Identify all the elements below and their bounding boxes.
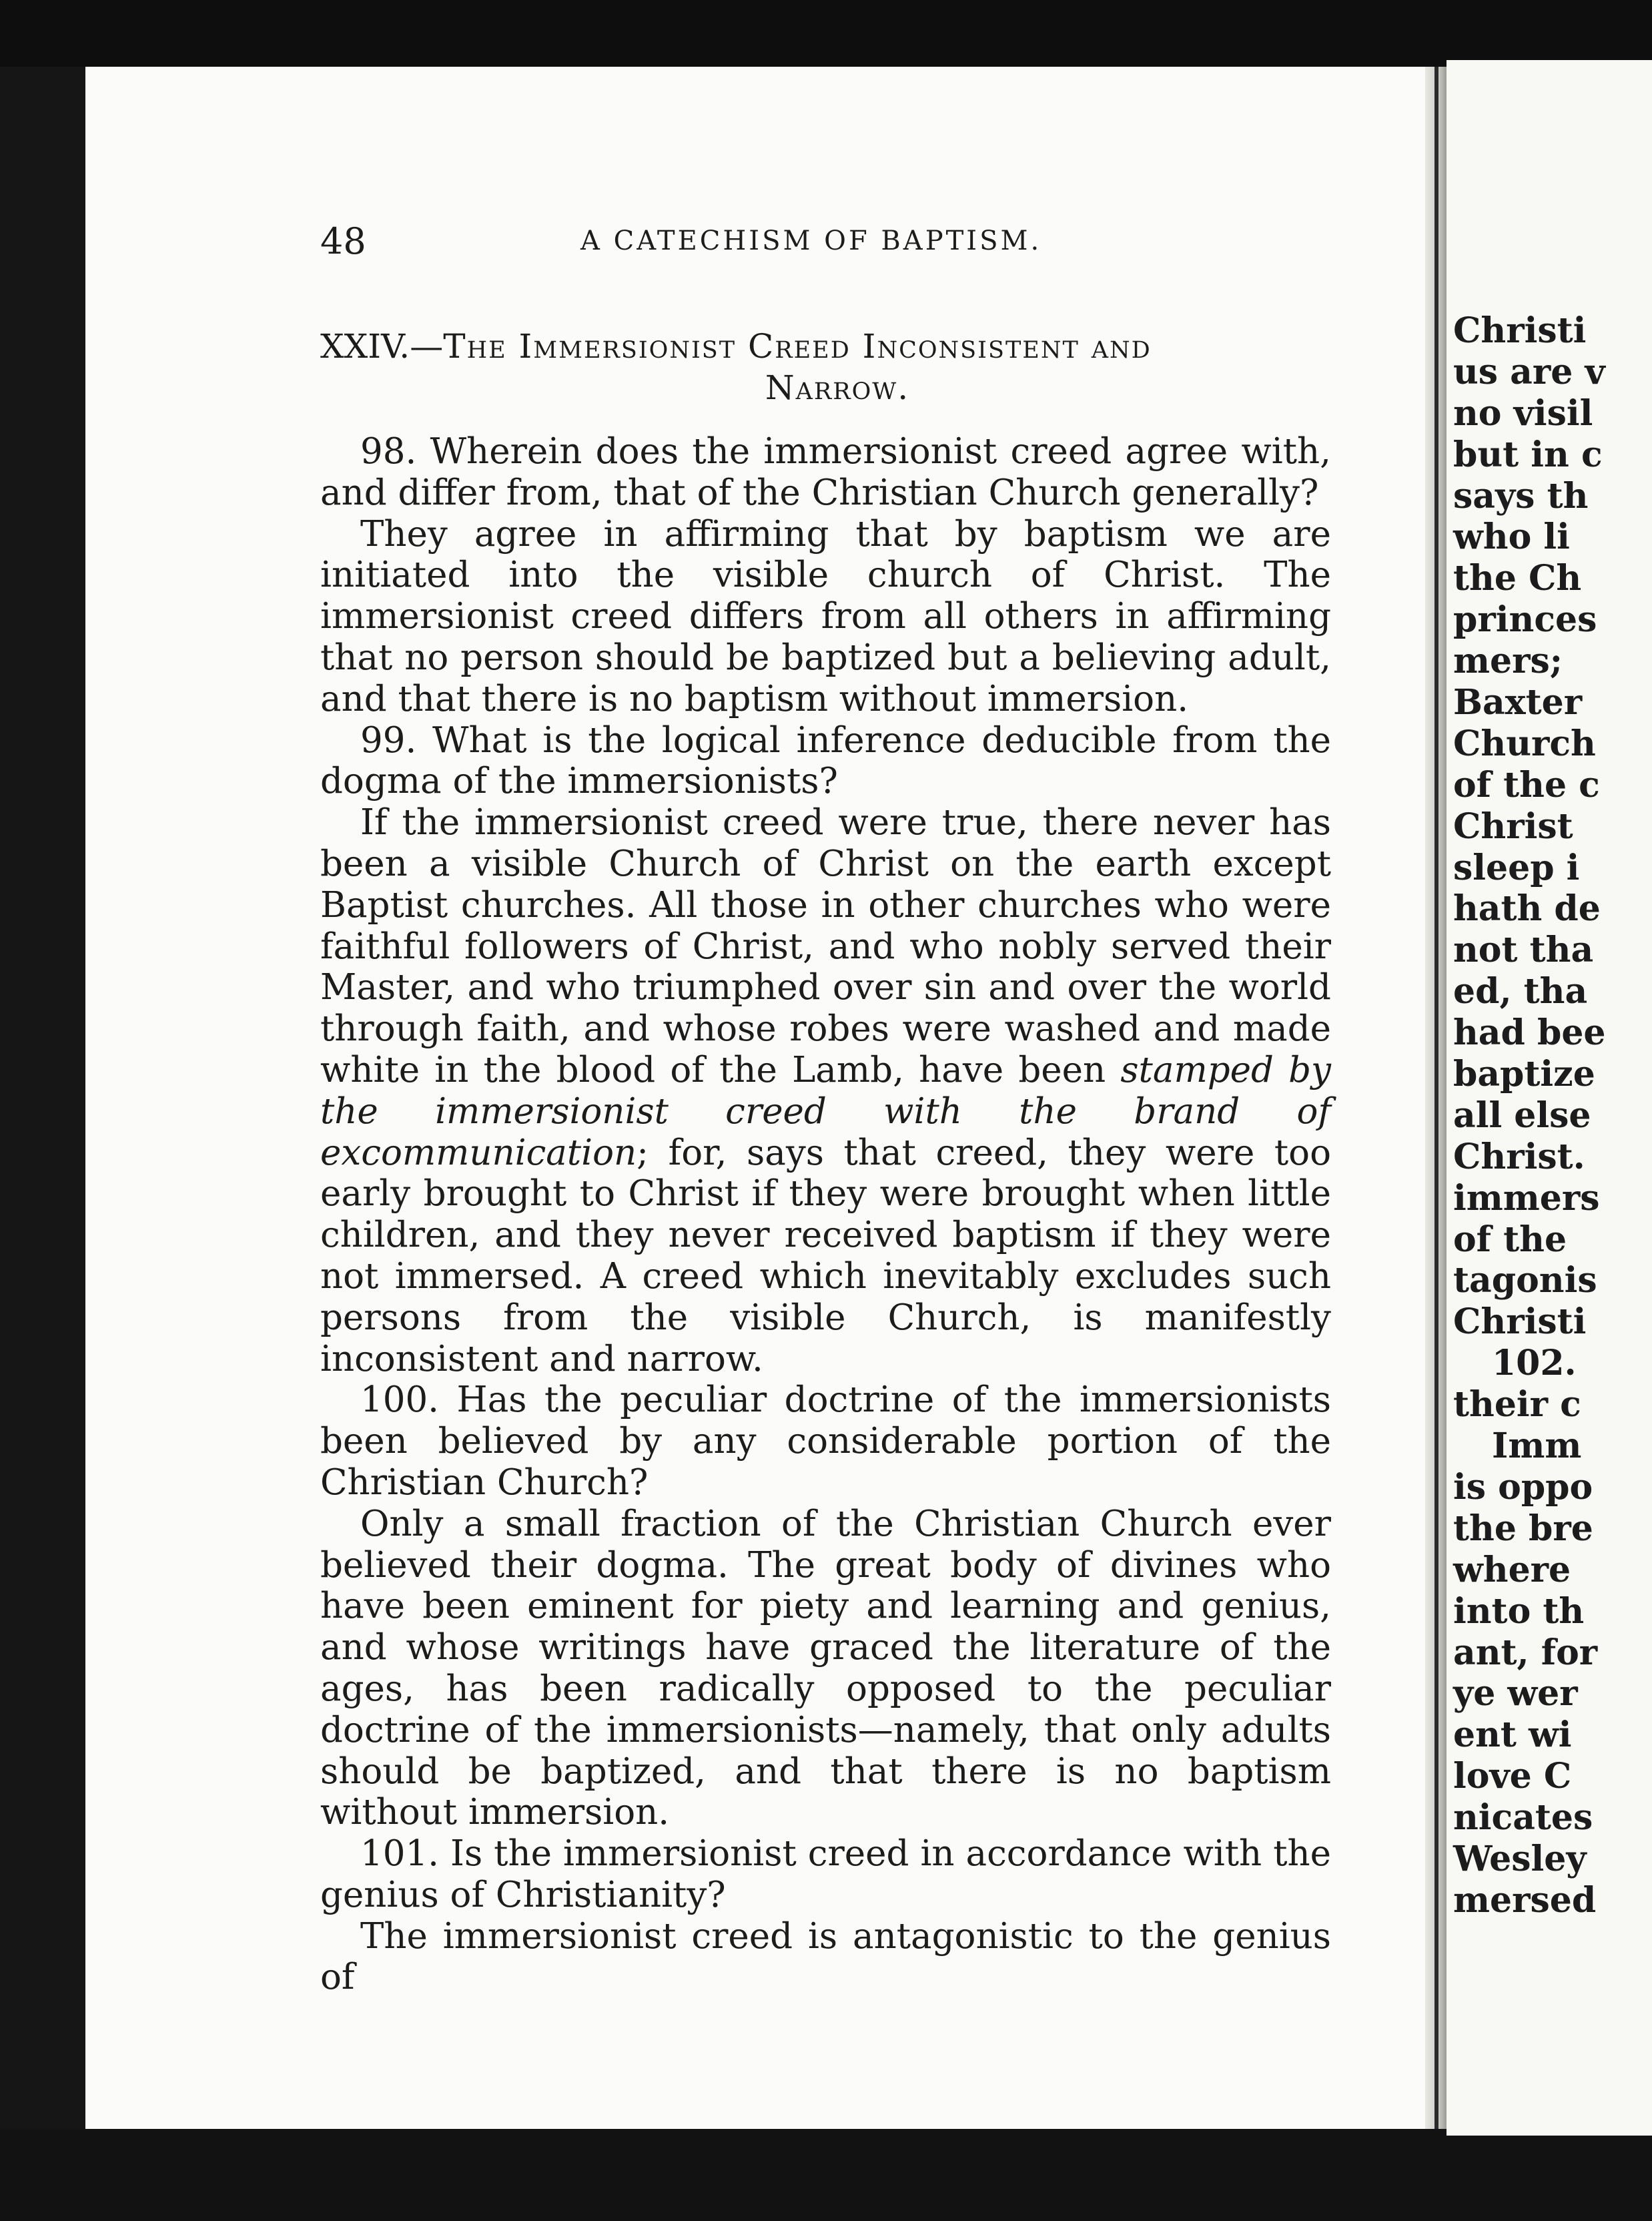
facing-page-line: tagonis <box>1453 1260 1597 1301</box>
question-paragraph: 101. Is the immersionist creed in accordance with the genius of Christianity? <box>320 1833 1331 1915</box>
facing-page-line: where <box>1453 1549 1571 1590</box>
page-header <box>320 214 1354 274</box>
answer-paragraph: The immersionist creed is antagonistic to the genius of <box>320 1915 1331 1998</box>
facing-page-line: of the c <box>1453 764 1600 806</box>
facing-page-text <box>1453 310 1652 1921</box>
facing-page-line: nicates <box>1453 1797 1593 1839</box>
facing-page-line: baptize <box>1453 1054 1595 1095</box>
facing-page-line: ant, for <box>1453 1632 1598 1673</box>
section-title-line2: Narrow. <box>765 368 910 407</box>
facing-page-line: Christ. <box>1453 1136 1585 1177</box>
facing-page-line: ed, tha <box>1453 971 1588 1012</box>
facing-page-line: Wesley <box>1453 1838 1587 1879</box>
facing-page-line: Christi <box>1453 1301 1587 1343</box>
page-number: 48 <box>320 220 366 262</box>
section-title-line1: The Immersionist Creed Inconsistent and <box>443 327 1152 366</box>
book-spine-line <box>1434 67 1438 2129</box>
facing-page-line: Christi <box>1453 310 1587 351</box>
answer-paragraph: They agree in affirming that by baptism we are initiated into the visible church of Christ. The immersionist creed differs from all others in affirming that no person should be baptized but a believing adult, and that there is no baptism without immersion. <box>320 513 1331 719</box>
facing-page-line: princes <box>1453 599 1597 641</box>
facing-page-line: into th <box>1453 1590 1585 1632</box>
facing-page-line: the Ch <box>1453 558 1582 599</box>
facing-page-line: mers; <box>1453 641 1563 682</box>
answer-paragraph: Only a small fraction of the Christian Church ever believed their dogma. The great body of divines who have been eminent for piety and learning and genius, and whose writings have graced the literature of the ages, has been radically opposed to the peculiar doctrine of the immersionists—namely, that only adults should be baptized, and that there is no baptism without immersion. <box>320 1503 1331 1833</box>
facing-page-line: love C <box>1453 1756 1572 1797</box>
facing-page-line: 102. <box>1492 1343 1577 1384</box>
facing-page-line: hath de <box>1453 888 1601 930</box>
italic-emphasis: stamped by the immersionist creed with the brand of excommunication <box>320 1049 1331 1173</box>
running-title: A CATECHISM OF BAPTISM. <box>580 226 1042 256</box>
facing-page-line: is oppo <box>1453 1466 1593 1508</box>
facing-page-line: says th <box>1453 475 1589 517</box>
question-paragraph: 100. Has the peculiar doctrine of the immersionists been believed by any considerable portion of the Christian Church? <box>320 1379 1331 1503</box>
facing-page-line: ye wer <box>1453 1673 1578 1714</box>
facing-page-line: sleep i <box>1453 847 1580 888</box>
answer-paragraph <box>320 802 1331 1379</box>
section-number: XXIV.— <box>320 327 444 366</box>
facing-page-line: us are v <box>1453 351 1605 392</box>
facing-page-line: immers <box>1453 1177 1600 1219</box>
facing-page-line: not tha <box>1453 930 1594 971</box>
question-paragraph: 98. Wherein does the immersionist creed agree with, and differ from, that of the Christian Church generally? <box>320 431 1331 513</box>
facing-page-line: but in c <box>1453 434 1603 475</box>
answer-text: ; for, says that creed, they were too early brought to Christ if they were brought when little children, and they never received baptism if they were not immersed. A creed which inevitably excludes such persons from the visible Church, is manifestly inconsistent and narrow. <box>320 1132 1331 1379</box>
facing-page-line: Church <box>1453 723 1596 764</box>
question-paragraph: 99. What is the logical inference deducible from the dogma of the immersionists? <box>320 719 1331 802</box>
section-heading <box>320 326 1354 408</box>
facing-page-line: the bre <box>1453 1508 1593 1549</box>
page-body-text <box>320 431 1331 1998</box>
facing-page-line: ent wi <box>1453 1714 1572 1756</box>
facing-page-line: had bee <box>1453 1012 1606 1054</box>
facing-page-line: of the <box>1453 1219 1567 1260</box>
facing-page-line: who li <box>1453 517 1570 558</box>
facing-page-line: mersed <box>1453 1879 1597 1921</box>
facing-page-line: all else <box>1453 1094 1591 1136</box>
facing-page-line: their c <box>1453 1384 1581 1425</box>
facing-page-line: Baxter <box>1453 682 1583 723</box>
facing-page-line: no visil <box>1453 392 1593 434</box>
facing-page-line: Christ <box>1453 806 1573 847</box>
answer-text: If the immersionist creed were true, there never has been a visible Church of Christ on the earth except Baptist churches. All those in other churches who were faithful followers of Christ, and who nobly served their Master, and who triumphed over sin and over the world through faith, and whose robes were washed and made white in the blood of the Lamb, have been <box>320 802 1331 1090</box>
facing-page-line: Imm <box>1492 1425 1582 1467</box>
